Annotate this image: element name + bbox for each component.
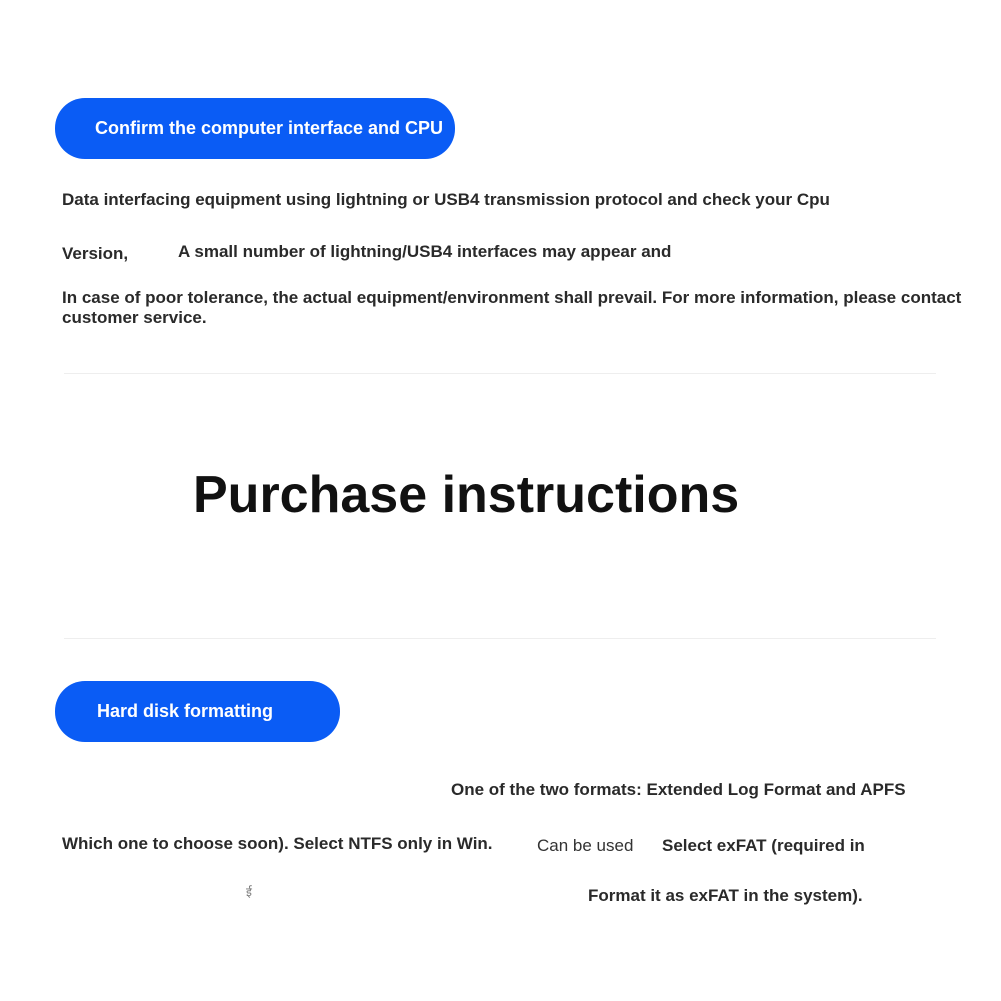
section1-line2-interfaces: A small number of lightning/USB4 interfaces may appear and (178, 242, 672, 261)
section1-line1: Data interfacing equipment using lightning or USB4 transmission protocol and check your Cpu (62, 190, 830, 209)
confirm-interface-cpu-button[interactable] (55, 98, 455, 159)
divider-bottom (64, 638, 936, 639)
divider-top (64, 373, 936, 374)
hard-disk-formatting-label: Hard disk formatting (97, 701, 274, 721)
section2-line1: One of the two formats: Extended Log Format and APFS (451, 780, 906, 799)
section2-line2-can-be-used: Can be used (537, 836, 634, 855)
page-title: Purchase instructions (193, 466, 740, 524)
section1-line2-version: Version, (62, 244, 129, 263)
section1-line3: In case of poor tolerance, the actual equipment/environment shall prevail. For more information, please contact customer service. (62, 288, 962, 327)
confirm-interface-cpu-label: Confirm the computer interface and CPU (95, 118, 444, 138)
section2-line3: Format it as exFAT in the system). (588, 886, 863, 905)
section2-line2-ntfs: Which one to choose soon). Select NTFS only in Win. (62, 834, 493, 853)
hard-disk-formatting-button[interactable] (55, 681, 340, 742)
section2-line2-exfat: Select exFAT (required in (662, 836, 865, 855)
stray-mark: ई (246, 885, 252, 899)
